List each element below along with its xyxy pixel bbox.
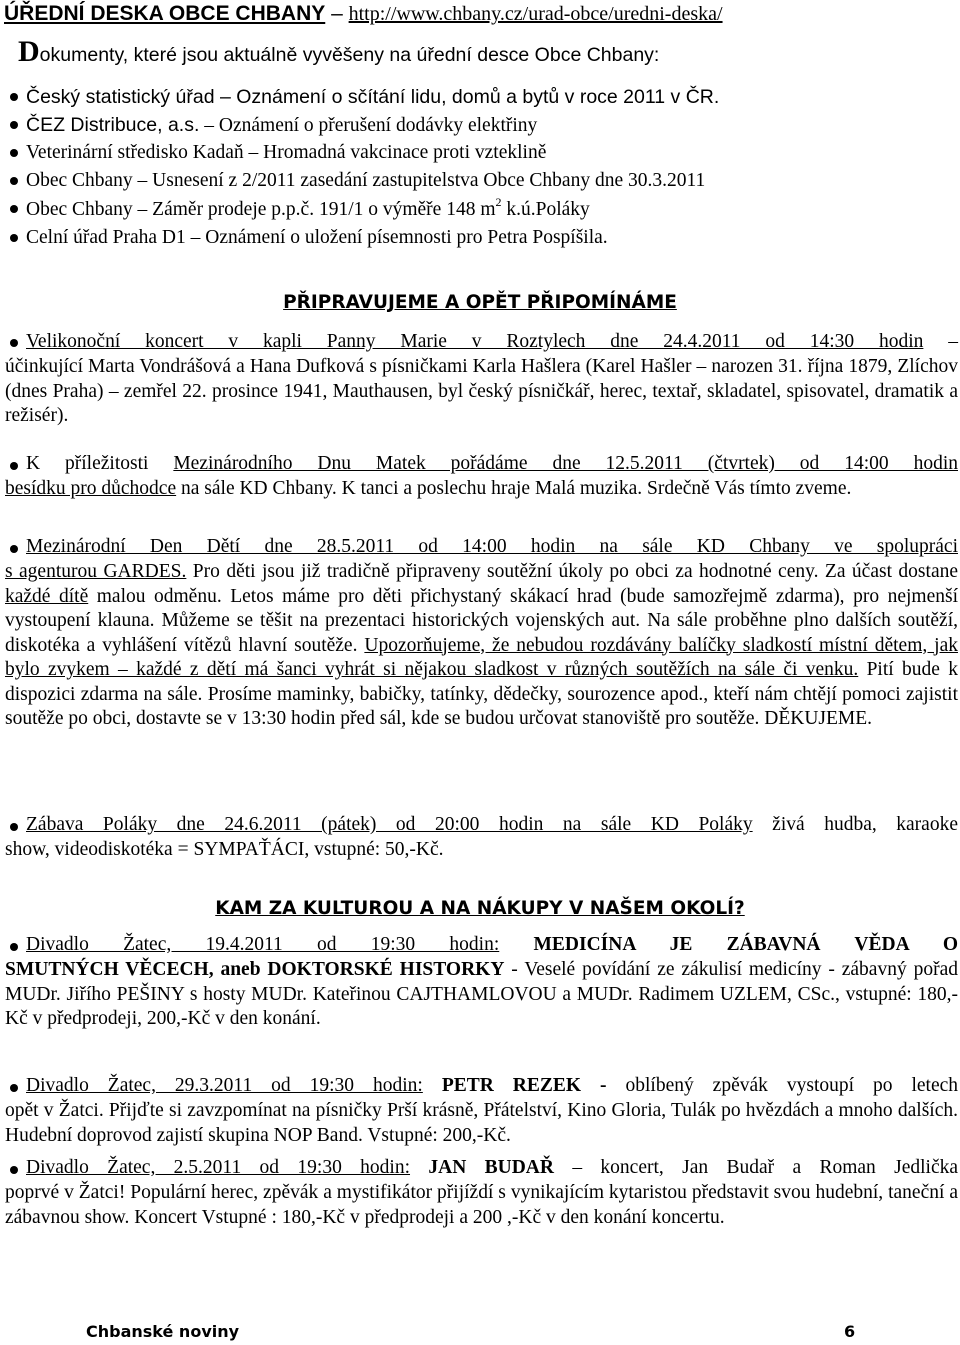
notice-item: Obec Chbany – Usnesení z 2/2011 zasedání zastupitelstva Obce Chbany dne 30.3.2011: [26, 170, 706, 191]
board-url-link[interactable]: http://www.chbany.cz/urad-obce/uredni-deska/: [348, 3, 723, 25]
event-text: Pro děti jsou již tradičně připraveny soutěžní úkoly po obci za hodnotné ceny. Za účast dostane: [186, 561, 959, 582]
bullet-icon: [10, 1084, 18, 1092]
event-item: [26, 330, 958, 355]
event-text: - Veselé povídání ze zákulisí medicíny - zábavný pořad MUDr. Jiřího PEŠINY s hosty MUDr. Kateřinou CAJTHAMLOVOU a MUDr. Radimem UZLEM, CSc., vstupné: 180,-Kč v předprodeji, 200,-Kč v den konání.: [5, 959, 958, 1029]
bullet-icon: [10, 121, 18, 129]
page-title-text: ÚŘEDNÍ DESKA OBCE CHBANY: [4, 2, 326, 25]
event-item: [26, 1074, 958, 1099]
intro-text: okumenty, které jsou aktuálně vyvěšeny na úřední desce Obce Chbany:: [39, 44, 660, 66]
event-title: Mezinárodní Den Dětí dne 28.5.2011 od 14:00 hodin na sále KD Chbany ve spolupráci: [26, 536, 958, 557]
notice-item: Veterinární středisko Kadaň – Hromadná vakcinace proti vzteklině: [26, 142, 547, 163]
bullet-icon: [10, 234, 18, 242]
section-heading: KAM ZA KULTUROU A NA NÁKUPY V NAŠEM OKOLÍ?: [215, 898, 745, 919]
event-item: [26, 813, 958, 838]
event-text: oblíbený zpěvák vystoupí po letech: [606, 1075, 959, 1096]
event-item: [26, 1156, 958, 1181]
bullet-icon: [10, 943, 18, 951]
notice-text: Obec Chbany – Záměr prodeje p.p.č. 191/1 o výměře 148 m: [26, 199, 496, 220]
event-emphasis: Upozorňujeme, že nebudou rozdávány balíčky sladkostí místní dětem, jak bylo zvykem – každé z dětí má šanci vyhrát si nějakou sladkost v různých soutěžích na sále či venku.: [5, 634, 958, 680]
event-text-continued: opět v Žatci. Přijďte si zavzpomínat na písničky Prší krásně, Přátelství, Kino Gloria, Tulák po hvězdách a mnoho dalších. Hudební doprovod zajistí skupina NOP Band. Vstupné: 200,-Kč.: [5, 1100, 958, 1146]
event-title: Mezinárodního Dnu Matek pořádáme dne 12.5.2011 (čtvrtek) od 14:00 hodin: [173, 453, 958, 474]
event-text: – koncert, Jan Budař a Roman Jedlička: [553, 1157, 959, 1178]
notice-text: – Oznámení o přerušení dodávky elektřiny: [199, 115, 538, 136]
superscript: 2: [495, 195, 502, 209]
event-text-continued: [5, 958, 958, 1032]
bullet-icon: [10, 205, 18, 213]
page-title: [4, 2, 723, 26]
event-text-continued: účinkující Marta Vondrášová a Hana Dufková s písničkami Karla Hašlera (Karel Hašler – narozen 31. října 1879, Zlíchov (dnes Praha) – zemřel 22. prosince 1941, Mauthausen, byl český písničkář, herec, textař, skladatel, spisovatel, dramatik a režisér).: [5, 356, 958, 426]
bullet-icon: [10, 177, 18, 185]
event-title: Divadlo Žatec, 19.4.2011 od 19:30 hodin:: [26, 934, 500, 955]
event-emphasis: každé dítě: [5, 585, 89, 607]
bullet-icon: [10, 149, 18, 157]
event-name: MEDICÍNA JE ZÁBAVNÁ VĚDA O: [533, 934, 958, 955]
event-text: K příležitosti: [26, 453, 174, 474]
notice-item: Český statistický úřad – Oznámení o sčítání lidu, domů a bytů v roce 2011 v ČR.: [26, 86, 720, 108]
event-name: JAN BUDAŘ: [428, 1157, 554, 1178]
event-text: Pití bude k dispozici zdarma na sále. Prosíme maminky, babičky, tatínky, dědečky, sourozence apod., kteří nám chtějí pomoci zajistit soutěže po obci, dostavte se v 13:30 hodin před sál, kde se budou určovat stanoviště pro soutěže. DĚKUJEME.: [5, 659, 958, 729]
event-text: malou odměnu. Letos máme pro děti přichystaný skákací hrad (bude samozřejmě zdarma), pro nejmenší vystoupení klauna. Můžeme se těšit na prezentaci historických vojenských aut. Na sále proběhne plno dalších soutěží, diskotéka a vyhlášení vítězů hlavní soutěže.: [5, 585, 958, 656]
event-title: Divadlo Žatec, 2.5.2011 od 19:30 hodin:: [26, 1157, 411, 1178]
event-item: [26, 933, 958, 958]
event-title: s agenturou GARDES.: [5, 561, 187, 582]
bullet-icon: [10, 462, 18, 470]
footer-publication: Chbanské noviny: [86, 1322, 240, 1341]
section-heading: PŘIPRAVUJEME A OPĚT PŘIPOMÍNÁME: [283, 292, 677, 313]
bullet-icon: [10, 93, 18, 101]
event-text: na sále KD Chbany. K tanci a poslechu hraje Malá muzika. Srdečně Vás tímto zveme.: [176, 478, 852, 499]
event-name: PETR REZEK -: [441, 1075, 607, 1096]
event-text-continued: [5, 560, 958, 732]
event-item: [26, 452, 958, 477]
notice-text: k.ú.Poláky: [501, 199, 590, 220]
bullet-icon: [10, 545, 18, 553]
notice-item: Celní úřad Praha D1 – Oznámení o uložení písemnosti pro Petra Pospíšila.: [26, 227, 608, 248]
event-text-continued: [5, 477, 958, 502]
event-title: Velikonoční koncert v kapli Panny Marie v Roztylech dne 24.4.2011 od 14:30 hodin: [26, 331, 924, 352]
event-text-continued: show, videodiskotéka = SYMPAŤÁCI, vstupné: 50,-Kč.: [5, 839, 444, 860]
title-dash: –: [331, 2, 349, 25]
event-text: živá hudba, karaoke: [752, 814, 958, 835]
event-title: Divadlo Žatec, 29.3.2011 od 19:30 hodin:: [26, 1075, 423, 1096]
event-title: Zábava Poláky dne 24.6.2011 (pátek) od 20:00 hodin na sále KD Poláky: [26, 814, 753, 835]
event-text: –: [923, 331, 958, 352]
bullet-icon: [10, 1166, 18, 1174]
event-item: [26, 535, 958, 560]
bullet-icon: [10, 823, 18, 831]
notice-item: [26, 195, 590, 222]
intro-line: [18, 35, 660, 68]
notice-source: ČEZ Distribuce, a.s.: [26, 114, 200, 136]
bullet-icon: [10, 339, 18, 347]
event-name: SMUTNÝCH VĚCECH, aneb DOKTORSKÉ HISTORKY: [5, 959, 505, 980]
event-title: besídku pro důchodce: [5, 478, 177, 499]
footer-page-number: 6: [844, 1322, 856, 1341]
intro-dropcap: D: [18, 35, 40, 68]
notice-item: [26, 113, 537, 138]
event-text-continued: poprvé v Žatci! Populární herec, zpěvák a mystifikátor přijíždí s vynikajícím kytaristou představit svou hudební, taneční a zábavnou show. Koncert Vstupné : 180,-Kč v předprodeji a 200 ,-Kč v den konání koncertu.: [5, 1182, 958, 1228]
